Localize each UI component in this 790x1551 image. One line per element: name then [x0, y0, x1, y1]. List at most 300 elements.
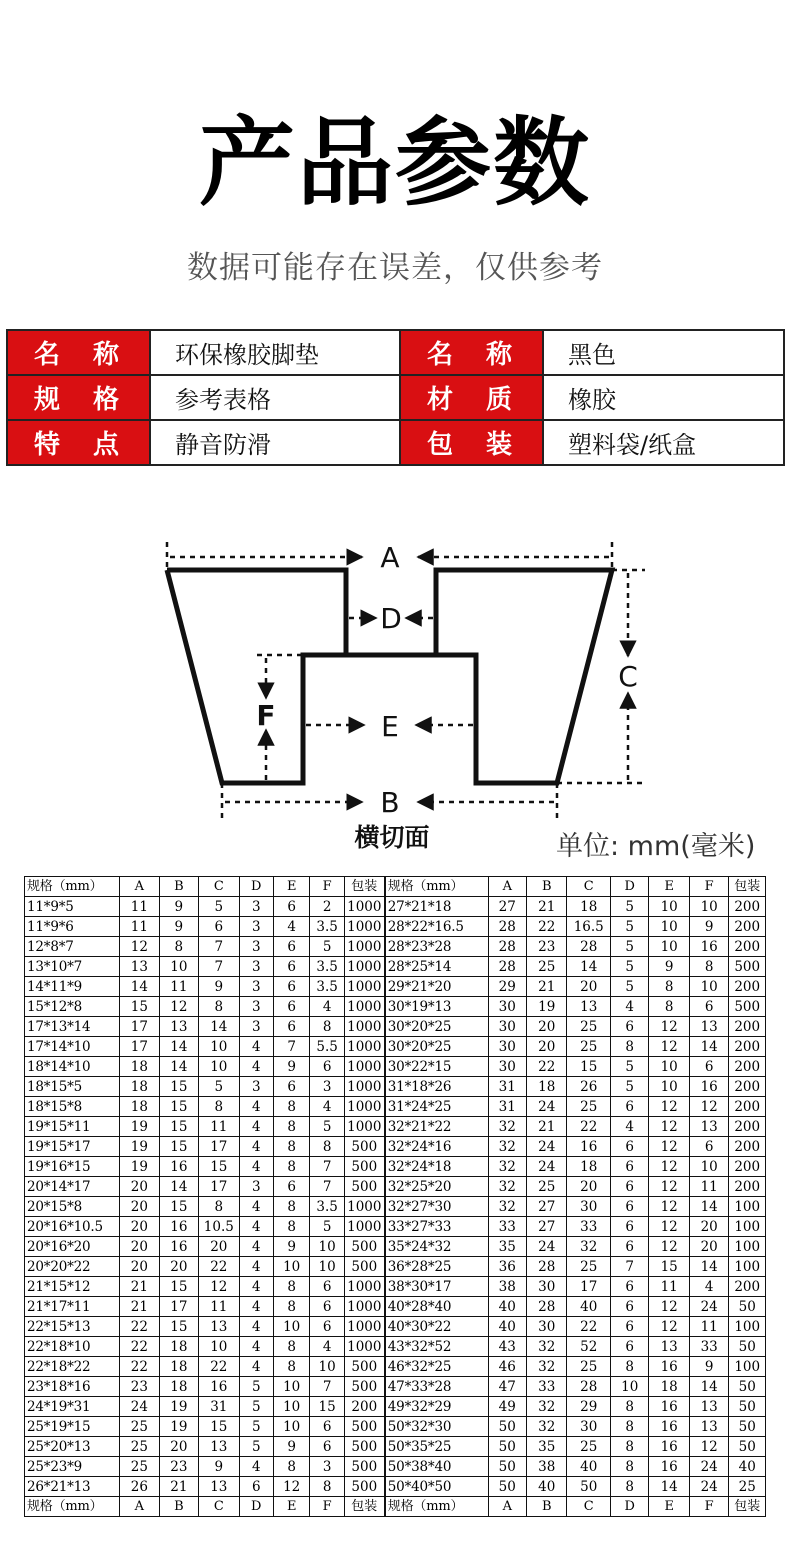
spec-cell-d: 6 — [611, 1017, 649, 1037]
spec-cell-f: 10 — [689, 977, 728, 997]
spec-cell-d: 3 — [239, 1177, 273, 1197]
spec-header-cell: C — [567, 877, 611, 897]
info-value: 黑色 — [543, 330, 784, 375]
spec-cell-c: 10 — [199, 1037, 239, 1057]
spec-cell-f: 10 — [689, 1157, 728, 1177]
table-row — [25, 997, 766, 1017]
spec-cell-d: 5 — [239, 1417, 273, 1437]
spec-cell-c: 7 — [199, 937, 239, 957]
spec-cell-a: 31 — [488, 1077, 526, 1097]
spec-cell-a: 28 — [488, 917, 526, 937]
spec-cell-a: 36 — [488, 1257, 526, 1277]
spec-cell-a: 13 — [120, 957, 159, 977]
info-value: 静音防滑 — [150, 420, 400, 465]
spec-cell-d: 6 — [611, 1337, 649, 1357]
spec-cell-d: 7 — [611, 1257, 649, 1277]
spec-cell-a: 35 — [488, 1237, 526, 1257]
spec-cell-size: 36*28*25 — [385, 1257, 488, 1277]
spec-cell-f: 12 — [689, 1097, 728, 1117]
spec-cell-pack: 500 — [344, 1237, 384, 1257]
spec-cell-b: 20 — [159, 1437, 198, 1457]
spec-cell-d: 6 — [611, 1217, 649, 1237]
spec-cell-f: 10 — [310, 1237, 344, 1257]
spec-cell-d: 5 — [611, 917, 649, 937]
spec-cell-a: 30 — [488, 997, 526, 1017]
spec-cell-a: 49 — [488, 1397, 526, 1417]
spec-header-cell: C — [567, 1497, 611, 1517]
spec-cell-pack: 1000 — [344, 917, 384, 937]
spec-cell-f: 14 — [689, 1037, 728, 1057]
spec-cell-b: 15 — [159, 1277, 198, 1297]
spec-cell-f: 3.5 — [310, 957, 344, 977]
spec-cell-e: 8 — [273, 1457, 309, 1477]
spec-cell-size: 22*15*13 — [25, 1317, 120, 1337]
spec-cell-pack: 200 — [729, 1077, 766, 1097]
spec-cell-b: 9 — [159, 897, 198, 917]
spec-cell-b: 16 — [159, 1237, 198, 1257]
spec-cell-pack: 200 — [729, 917, 766, 937]
table-row — [25, 1057, 766, 1077]
spec-cell-e: 10 — [649, 1057, 689, 1077]
info-value: 塑料袋/纸盒 — [543, 420, 784, 465]
spec-header-cell: C — [199, 877, 239, 897]
spec-cell-d: 4 — [239, 1277, 273, 1297]
spec-cell-size: 30*20*25 — [385, 1017, 488, 1037]
spec-header-cell: A — [488, 1497, 526, 1517]
spec-cell-c: 8 — [199, 1197, 239, 1217]
info-row — [7, 375, 784, 420]
spec-cell-b: 19 — [159, 1417, 198, 1437]
spec-cell-c: 16.5 — [567, 917, 611, 937]
spec-cell-b: 30 — [527, 1277, 567, 1297]
spec-cell-f: 14 — [689, 1197, 728, 1217]
spec-cell-d: 3 — [239, 1077, 273, 1097]
spec-cell-e: 6 — [273, 977, 309, 997]
spec-cell-b: 24 — [527, 1237, 567, 1257]
spec-cell-a: 20 — [120, 1257, 159, 1277]
spec-cell-b: 10 — [159, 957, 198, 977]
table-row — [25, 1177, 766, 1197]
spec-cell-pack: 1000 — [344, 1317, 384, 1337]
cross-section-diagram — [150, 530, 790, 860]
info-label: 规 格 — [7, 375, 150, 420]
spec-cell-b: 18 — [159, 1337, 198, 1357]
spec-cell-b: 15 — [159, 1317, 198, 1337]
spec-cell-size: 12*8*7 — [25, 937, 120, 957]
spec-cell-e: 6 — [273, 957, 309, 977]
spec-header-cell: 规格（mm） — [385, 1497, 488, 1517]
spec-cell-d: 5 — [611, 977, 649, 997]
spec-cell-pack: 1000 — [344, 957, 384, 977]
spec-cell-e: 10 — [649, 897, 689, 917]
spec-cell-a: 20 — [120, 1197, 159, 1217]
spec-cell-pack: 1000 — [344, 1337, 384, 1357]
spec-cell-size: 32*25*20 — [385, 1177, 488, 1197]
spec-cell-a: 43 — [488, 1337, 526, 1357]
spec-cell-pack: 1000 — [344, 1217, 384, 1237]
spec-cell-f: 24 — [689, 1477, 728, 1497]
spec-header-cell: D — [611, 877, 649, 897]
spec-cell-b: 21 — [527, 897, 567, 917]
spec-cell-c: 25 — [567, 1017, 611, 1037]
spec-cell-pack: 1000 — [344, 1077, 384, 1097]
spec-cell-a: 25 — [120, 1417, 159, 1437]
spec-cell-pack: 1000 — [344, 897, 384, 917]
spec-cell-size: 38*30*17 — [385, 1277, 488, 1297]
spec-cell-f: 24 — [689, 1297, 728, 1317]
spec-cell-e: 12 — [649, 1157, 689, 1177]
spec-cell-size: 30*19*13 — [385, 997, 488, 1017]
spec-cell-pack: 500 — [344, 1437, 384, 1457]
spec-cell-pack: 200 — [729, 1097, 766, 1117]
table-row — [25, 957, 766, 977]
spec-cell-a: 29 — [488, 977, 526, 997]
spec-cell-c: 30 — [567, 1197, 611, 1217]
spec-cell-e: 10 — [273, 1377, 309, 1397]
spec-cell-e: 14 — [649, 1477, 689, 1497]
spec-cell-b: 22 — [527, 1057, 567, 1077]
spec-cell-b: 17 — [159, 1297, 198, 1317]
spec-cell-pack: 200 — [729, 1057, 766, 1077]
spec-cell-size: 46*32*25 — [385, 1357, 488, 1377]
spec-cell-pack: 200 — [729, 1157, 766, 1177]
spec-cell-a: 28 — [488, 937, 526, 957]
spec-header-cell: F — [310, 1497, 344, 1517]
spec-cell-c: 28 — [567, 1377, 611, 1397]
spec-cell-pack: 1000 — [344, 977, 384, 997]
spec-cell-size: 43*32*52 — [385, 1337, 488, 1357]
spec-cell-size: 19*15*11 — [25, 1117, 120, 1137]
spec-cell-a: 27 — [488, 897, 526, 917]
unit-label: 单位: mm(毫米) — [556, 831, 756, 862]
spec-cell-d: 3 — [239, 1017, 273, 1037]
spec-cell-f: 5 — [310, 1117, 344, 1137]
spec-cell-e: 6 — [273, 897, 309, 917]
spec-cell-size: 22*18*22 — [25, 1357, 120, 1377]
spec-cell-f: 10 — [689, 897, 728, 917]
spec-cell-f: 9 — [689, 1357, 728, 1377]
spec-cell-pack: 500 — [344, 1137, 384, 1157]
spec-cell-c: 6 — [199, 917, 239, 937]
spec-cell-b: 14 — [159, 1037, 198, 1057]
spec-cell-d: 6 — [611, 1137, 649, 1157]
spec-cell-pack: 50 — [729, 1297, 766, 1317]
spec-cell-c: 8 — [199, 1097, 239, 1117]
spec-cell-size: 30*22*15 — [385, 1057, 488, 1077]
spec-cell-e: 12 — [649, 1097, 689, 1117]
spec-cell-a: 15 — [120, 997, 159, 1017]
table-row — [25, 1137, 766, 1157]
spec-cell-c: 13 — [199, 1437, 239, 1457]
spec-cell-pack: 50 — [729, 1417, 766, 1437]
spec-cell-c: 25 — [567, 1097, 611, 1117]
spec-cell-e: 16 — [649, 1437, 689, 1457]
spec-cell-d: 4 — [239, 1297, 273, 1317]
spec-header-cell: B — [159, 877, 198, 897]
spec-cell-pack: 500 — [344, 1377, 384, 1397]
spec-cell-c: 22 — [567, 1117, 611, 1137]
spec-header-cell: F — [689, 1497, 728, 1517]
spec-cell-e: 9 — [273, 1237, 309, 1257]
spec-cell-f: 5 — [310, 937, 344, 957]
dim-label-d: D — [380, 602, 402, 635]
spec-cell-e: 12 — [649, 1297, 689, 1317]
spec-cell-f: 8 — [310, 1017, 344, 1037]
spec-cell-a: 22 — [120, 1337, 159, 1357]
spec-cell-c: 16 — [199, 1377, 239, 1397]
spec-cell-size: 23*18*16 — [25, 1377, 120, 1397]
info-value: 参考表格 — [150, 375, 400, 420]
spec-cell-f: 33 — [689, 1337, 728, 1357]
spec-cell-f: 4 — [310, 997, 344, 1017]
spec-cell-a: 30 — [488, 1057, 526, 1077]
spec-cell-c: 11 — [199, 1117, 239, 1137]
spec-cell-c: 20 — [567, 977, 611, 997]
info-label: 名 称 — [7, 330, 150, 375]
spec-cell-size: 14*11*9 — [25, 977, 120, 997]
spec-cell-size: 50*38*40 — [385, 1457, 488, 1477]
spec-cell-d: 5 — [239, 1377, 273, 1397]
spec-cell-d: 5 — [239, 1397, 273, 1417]
spec-cell-pack: 1000 — [344, 1197, 384, 1217]
table-row — [25, 977, 766, 997]
spec-cell-d: 6 — [611, 1317, 649, 1337]
spec-cell-a: 26 — [120, 1477, 159, 1497]
spec-cell-c: 15 — [567, 1057, 611, 1077]
spec-cell-e: 6 — [273, 997, 309, 1017]
spec-cell-c: 10.5 — [199, 1217, 239, 1237]
spec-header-cell: A — [120, 1497, 159, 1517]
spec-cell-size: 20*16*20 — [25, 1237, 120, 1257]
info-label: 材 质 — [400, 375, 543, 420]
spec-header-cell: 包装 — [729, 1497, 766, 1517]
spec-cell-size: 18*15*8 — [25, 1097, 120, 1117]
spec-cell-f: 24 — [689, 1457, 728, 1477]
spec-cell-f: 16 — [689, 1077, 728, 1097]
spec-cell-d: 4 — [239, 1137, 273, 1157]
spec-cell-pack: 100 — [729, 1197, 766, 1217]
spec-header-cell: C — [199, 1497, 239, 1517]
table-row — [25, 1097, 766, 1117]
spec-cell-a: 24 — [120, 1397, 159, 1417]
spec-cell-pack: 500 — [344, 1457, 384, 1477]
spec-cell-c: 14 — [199, 1017, 239, 1037]
spec-cell-pack: 1000 — [344, 997, 384, 1017]
spec-cell-d: 8 — [611, 1437, 649, 1457]
spec-cell-b: 32 — [527, 1337, 567, 1357]
spec-cell-e: 8 — [649, 997, 689, 1017]
spec-cell-d: 5 — [611, 957, 649, 977]
spec-header-cell: A — [120, 877, 159, 897]
spec-cell-d: 8 — [611, 1037, 649, 1057]
spec-cell-a: 25 — [120, 1457, 159, 1477]
spec-cell-f: 16 — [689, 937, 728, 957]
spec-cell-a: 20 — [120, 1237, 159, 1257]
spec-cell-pack: 200 — [729, 1177, 766, 1197]
spec-cell-pack: 500 — [729, 957, 766, 977]
spec-cell-size: 17*13*14 — [25, 1017, 120, 1037]
spec-cell-pack: 50 — [729, 1437, 766, 1457]
table-row — [25, 1477, 766, 1497]
spec-cell-e: 10 — [273, 1317, 309, 1337]
spec-header-cell: D — [239, 877, 273, 897]
spec-cell-b: 20 — [527, 1017, 567, 1037]
spec-header-cell: B — [527, 877, 567, 897]
spec-cell-f: 4 — [310, 1097, 344, 1117]
spec-cell-pack: 1000 — [344, 1097, 384, 1117]
spec-cell-b: 30 — [527, 1317, 567, 1337]
spec-cell-c: 31 — [199, 1397, 239, 1417]
spec-cell-e: 12 — [649, 1197, 689, 1217]
spec-cell-f: 14 — [689, 1257, 728, 1277]
spec-cell-f: 8 — [310, 1137, 344, 1157]
spec-cell-pack: 100 — [729, 1357, 766, 1377]
spec-cell-d: 4 — [611, 997, 649, 1017]
spec-cell-a: 11 — [120, 897, 159, 917]
spec-cell-a: 17 — [120, 1017, 159, 1037]
spec-cell-size: 28*25*14 — [385, 957, 488, 977]
spec-header-cell: D — [239, 1497, 273, 1517]
spec-cell-e: 10 — [273, 1257, 309, 1277]
spec-header-cell: E — [649, 1497, 689, 1517]
spec-cell-size: 33*27*33 — [385, 1217, 488, 1237]
spec-cell-b: 38 — [527, 1457, 567, 1477]
spec-cell-a: 47 — [488, 1377, 526, 1397]
spec-cell-b: 9 — [159, 917, 198, 937]
spec-cell-a: 19 — [120, 1117, 159, 1137]
spec-cell-b: 16 — [159, 1217, 198, 1237]
table-row — [25, 897, 766, 917]
spec-cell-pack: 50 — [729, 1377, 766, 1397]
spec-cell-f: 13 — [689, 1417, 728, 1437]
spec-cell-e: 16 — [649, 1357, 689, 1377]
spec-cell-c: 16 — [567, 1137, 611, 1157]
spec-cell-a: 33 — [488, 1217, 526, 1237]
spec-cell-e: 6 — [273, 1177, 309, 1197]
spec-cell-pack: 500 — [729, 997, 766, 1017]
spec-header-row — [25, 877, 766, 897]
spec-cell-a: 50 — [488, 1437, 526, 1457]
spec-cell-size: 18*15*5 — [25, 1077, 120, 1097]
spec-cell-f: 13 — [689, 1397, 728, 1417]
spec-cell-pack: 200 — [729, 977, 766, 997]
table-row — [25, 1017, 766, 1037]
spec-cell-e: 6 — [273, 1077, 309, 1097]
spec-cell-d: 3 — [239, 977, 273, 997]
spec-cell-size: 31*24*25 — [385, 1097, 488, 1117]
spec-cell-size: 25*23*9 — [25, 1457, 120, 1477]
spec-cell-size: 47*33*28 — [385, 1377, 488, 1397]
spec-cell-size: 30*20*25 — [385, 1037, 488, 1057]
spec-cell-a: 30 — [488, 1017, 526, 1037]
spec-cell-f: 6 — [310, 1317, 344, 1337]
spec-cell-e: 10 — [649, 917, 689, 937]
spec-cell-f: 9 — [689, 917, 728, 937]
spec-cell-pack: 500 — [344, 1177, 384, 1197]
product-info-table — [6, 329, 785, 466]
spec-cell-a: 17 — [120, 1037, 159, 1057]
spec-cell-e: 10 — [649, 937, 689, 957]
spec-cell-f: 6 — [310, 1417, 344, 1437]
spec-cell-size: 18*14*10 — [25, 1057, 120, 1077]
spec-cell-size: 11*9*6 — [25, 917, 120, 937]
table-row — [25, 1377, 766, 1397]
info-value: 橡胶 — [543, 375, 784, 420]
spec-cell-c: 25 — [567, 1437, 611, 1457]
spec-cell-a: 20 — [120, 1177, 159, 1197]
spec-cell-d: 8 — [611, 1397, 649, 1417]
spec-cell-size: 50*40*50 — [385, 1477, 488, 1497]
spec-cell-e: 18 — [649, 1377, 689, 1397]
spec-cell-c: 30 — [567, 1417, 611, 1437]
spec-cell-a: 19 — [120, 1157, 159, 1177]
spec-cell-b: 15 — [159, 1117, 198, 1137]
spec-cell-pack: 1000 — [344, 1297, 384, 1317]
spec-cell-d: 4 — [611, 1117, 649, 1137]
spec-cell-d: 6 — [611, 1277, 649, 1297]
spec-cell-e: 8 — [273, 1137, 309, 1157]
spec-cell-size: 20*16*10.5 — [25, 1217, 120, 1237]
spec-cell-d: 6 — [611, 1197, 649, 1217]
table-row — [25, 1297, 766, 1317]
spec-cell-c: 17 — [199, 1137, 239, 1157]
spec-cell-c: 20 — [199, 1237, 239, 1257]
spec-cell-size: 40*30*22 — [385, 1317, 488, 1337]
spec-cell-b: 28 — [527, 1297, 567, 1317]
spec-cell-a: 32 — [488, 1157, 526, 1177]
spec-cell-e: 8 — [649, 977, 689, 997]
spec-cell-f: 2 — [310, 897, 344, 917]
spec-cell-size: 24*19*31 — [25, 1397, 120, 1417]
spec-cell-size: 11*9*5 — [25, 897, 120, 917]
dim-label-f: F — [256, 699, 276, 732]
spec-cell-d: 5 — [611, 1077, 649, 1097]
spec-cell-e: 9 — [649, 957, 689, 977]
spec-cell-e: 10 — [649, 1077, 689, 1097]
spec-cell-c: 25 — [567, 1257, 611, 1277]
spec-header-cell: 包装 — [344, 1497, 384, 1517]
spec-cell-d: 5 — [611, 1057, 649, 1077]
spec-cell-f: 5.5 — [310, 1037, 344, 1057]
spec-cell-b: 33 — [527, 1377, 567, 1397]
spec-cell-f: 15 — [310, 1397, 344, 1417]
spec-cell-d: 3 — [239, 937, 273, 957]
table-row — [25, 1237, 766, 1257]
spec-cell-b: 15 — [159, 1077, 198, 1097]
spec-cell-size: 22*18*10 — [25, 1337, 120, 1357]
spec-cell-a: 46 — [488, 1357, 526, 1377]
spec-cell-a: 18 — [120, 1077, 159, 1097]
spec-cell-d: 4 — [239, 1317, 273, 1337]
spec-cell-f: 8 — [689, 957, 728, 977]
spec-cell-a: 22 — [120, 1357, 159, 1377]
spec-cell-d: 4 — [239, 1337, 273, 1357]
spec-header-row — [25, 1497, 766, 1517]
spec-cell-b: 21 — [527, 977, 567, 997]
spec-cell-d: 6 — [611, 1097, 649, 1117]
spec-cell-b: 35 — [527, 1437, 567, 1457]
table-row — [25, 1457, 766, 1477]
spec-cell-f: 3.5 — [310, 1197, 344, 1217]
table-row — [25, 1277, 766, 1297]
table-row — [25, 1397, 766, 1417]
spec-cell-e: 15 — [649, 1257, 689, 1277]
spec-cell-d: 4 — [239, 1157, 273, 1177]
spec-cell-a: 18 — [120, 1097, 159, 1117]
spec-cell-pack: 50 — [729, 1337, 766, 1357]
spec-cell-a: 32 — [488, 1117, 526, 1137]
spec-header-cell: A — [488, 877, 526, 897]
